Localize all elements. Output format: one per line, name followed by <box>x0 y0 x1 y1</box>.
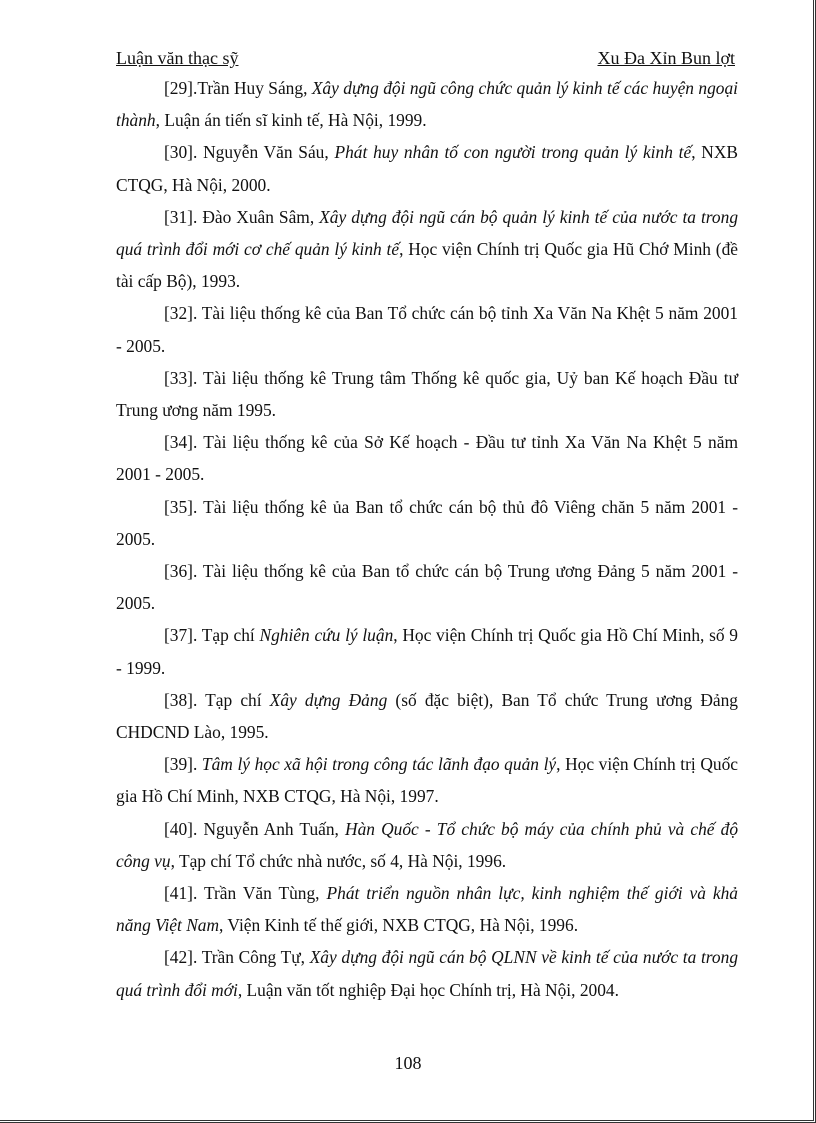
reference-title: Xây dựng đội ngũ cán bộ QLNN về kinh tế của nước ta trong quá trình đổi mới <box>116 947 739 1000</box>
reference-details: , Học viện Chính trị Quốc gia Hồ Chí Minh, NXB CTQG, Hà Nội, 1997. <box>116 754 739 807</box>
reference-number: [39]. <box>164 754 202 775</box>
reference-text: Tài liệu thống kê Trung tâm Thống kê quốc gia, Uỷ ban Kế hoạch Đầu tư Trung ương năm 1995. <box>116 367 738 421</box>
reference-item <box>116 72 738 136</box>
reference-title: Phát huy nhân tố con người trong quản lý kinh tế <box>334 142 692 163</box>
reference-number: [34]. <box>164 432 204 453</box>
reference-text: Tài liệu thống kê của Ban tổ chức cán bộ Trung ương Đảng 5 năm 2001 - 2005. <box>116 561 738 614</box>
header-right-author: Xu Đa Xỉn Bun lợt <box>597 48 735 68</box>
reference-details: , Luận văn tốt nghiệp Đại học Chính trị, Hà Nội, 2004. <box>237 979 619 1000</box>
reference-item <box>116 619 738 683</box>
reference-number: [32]. <box>164 303 202 324</box>
reference-text: Nguyễn Anh Tuấn, <box>203 818 346 839</box>
reference-text: Tạp chí <box>201 625 260 646</box>
reference-item <box>116 748 738 812</box>
reference-number: [40]. <box>164 818 204 839</box>
reference-details: , Luận án tiến sĩ kinh tế, Hà Nội, 1999. <box>155 110 427 131</box>
reference-text: Trần Huy Sáng, <box>197 78 312 98</box>
reference-details: , Tạp chí Tổ chức nhà nước, số 4, Hà Nội, 1996. <box>170 850 507 871</box>
reference-text: Tài liệu thống kê của Ban Tổ chức cán bộ tỉnh Xa Văn Na Khệt 5 năm 2001 - 2005. <box>116 303 738 356</box>
reference-number: [33]. <box>164 367 203 388</box>
reference-item <box>116 877 738 941</box>
reference-number: [38]. <box>164 689 206 710</box>
reference-item <box>116 297 738 361</box>
reference-details: , NXB CTQG, Hà Nội, 2000. <box>116 142 739 195</box>
reference-item <box>116 813 738 877</box>
reference-number: [35]. <box>164 496 204 517</box>
page-header <box>116 48 735 69</box>
reference-title: Xây dựng Đảng <box>269 689 388 710</box>
reference-number: [41]. <box>164 883 204 904</box>
reference-text: Nguyễn Văn Sáu, <box>203 142 335 163</box>
reference-text: Tài liệu thống kê của Sở Kế hoạch - Đầu tư tỉnh Xa Văn Na Khệt 5 năm 2001 - 2005. <box>116 432 738 485</box>
reference-number: [36]. <box>164 561 203 582</box>
reference-number: [37]. <box>164 625 202 646</box>
page-number: 108 <box>394 1053 422 1073</box>
reference-text: Trần Công Tự, <box>201 947 310 968</box>
header-left-title: Luận văn thạc sỹ <box>116 48 239 68</box>
reference-item <box>116 555 738 619</box>
reference-details: (số đặc biệt), Ban Tổ chức Trung ương Đảng CHDCND Lào, 1995. <box>116 689 738 743</box>
reference-details: , Học viện Chính trị Quốc gia Hồ Chí Minh, số 9 - 1999. <box>116 625 739 678</box>
reference-details: , Học viện Chính trị Quốc gia Hũ Chớ Minh (đề tài cấp Bộ), 1993. <box>116 239 738 292</box>
reference-item <box>116 491 738 555</box>
reference-text: Trần Văn Tùng, <box>203 883 327 904</box>
reference-text: Đào Xuân Sâm, <box>202 206 320 227</box>
reference-title: Xây dựng đội ngũ cán bộ quản lý kinh tế của nước ta trong quá trình đổi mới cơ chế quản lý kinh tế <box>116 206 739 260</box>
reference-item <box>116 201 738 298</box>
reference-text: Tạp chí <box>205 689 270 710</box>
reference-title: Nghiên cứu lý luận <box>259 625 394 646</box>
reference-item <box>116 426 738 490</box>
reference-details: , Viện Kinh tế thế giới, NXB CTQG, Hà Nội, 1996. <box>219 915 579 936</box>
reference-title: Phát triển nguồn nhân lực, kinh nghiệm thế giới và khả năng Việt Nam <box>116 883 739 936</box>
reference-title: Hàn Quốc - Tổ chức bộ máy của chính phủ và chế độ công vụ <box>116 818 739 871</box>
reference-item <box>116 941 738 1005</box>
reference-list <box>116 72 738 1006</box>
reference-title: Xây dựng đội ngũ công chức quản lý kinh tế các huyện ngoại thành <box>116 78 738 131</box>
reference-title: Tâm lý học xã hội trong công tác lãnh đạo quản lý <box>201 754 557 775</box>
reference-item <box>116 362 738 426</box>
reference-item <box>116 136 738 200</box>
reference-number: [30]. <box>164 142 204 163</box>
reference-number: [42]. <box>164 947 202 968</box>
reference-number: [31]. <box>164 206 203 227</box>
reference-text: Tài liệu thống kê ủa Ban tổ chức cán bộ thủ đô Viêng chăn 5 năm 2001 - 2005. <box>116 496 739 549</box>
reference-item <box>116 684 738 748</box>
reference-number: [29]. <box>164 78 198 98</box>
